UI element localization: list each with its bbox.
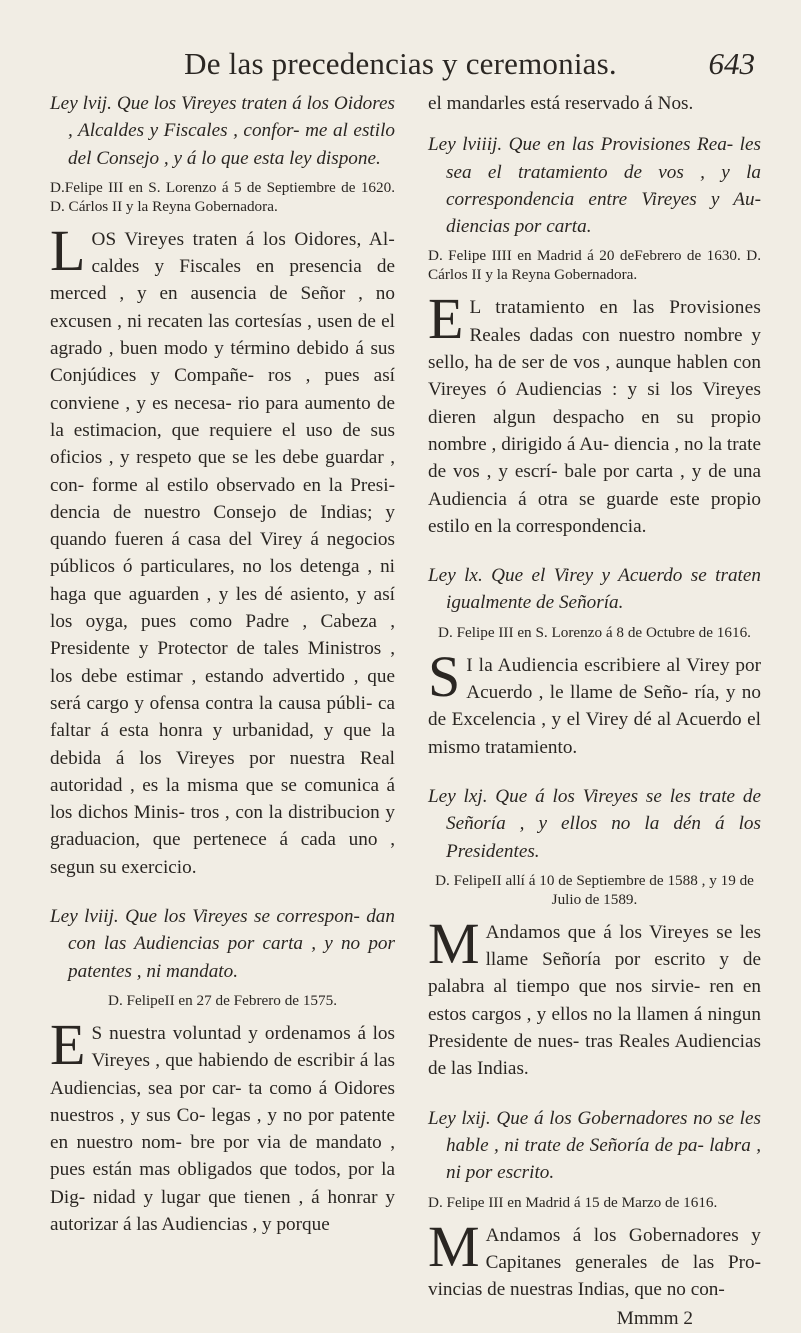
law-note: D. Felipe III en S. Lorenzo á 8 de Octubre de 1616.: [438, 623, 751, 641]
law-note: D. Felipe III en Madrid á 15 de Marzo de 1616.: [428, 1193, 718, 1211]
law-text: por Acuerdo , le llame de Seño- ría, y no de Excelencia , y el Virey dé al Acuerdo el mismo tratamiento.: [428, 654, 761, 758]
law-note: D. FelipeII en 27 de Febrero de 1575.: [107, 991, 337, 1009]
law-heading: Ley lviij. Que los Vireyes se correspon- dan con las Audiencias por carta , y no por patentes , ni mandato.: [50, 906, 395, 982]
law-heading: Ley lxj. Que á los Vireyes se les trate de Señoría , y ellos no la dén á los Presidentes.: [428, 785, 761, 862]
continuation-text: el mandarles está reservado á Nos.: [428, 93, 694, 114]
law-body: [428, 1213, 761, 1304]
drop-cap: M: [428, 1213, 480, 1279]
running-header: [0, 46, 801, 90]
law-60: [428, 562, 761, 761]
law-body: [428, 910, 761, 1083]
law-lead: I la Audiencia escribiere al Virey: [466, 654, 730, 676]
drop-cap: E: [428, 286, 464, 352]
drop-cap: S: [428, 643, 461, 709]
law-62: [428, 1105, 761, 1304]
law-lead: L tratamiento en las Provisiones: [469, 297, 761, 319]
law-57: [50, 90, 395, 881]
header-title: De las precedencias y ceremonias.: [184, 46, 617, 81]
law-heading: Ley lviiij. Que en las Provisiones Rea- les sea el tratamiento de vos , y la correspondencia entre Vireyes y Au- diencias por carta.: [428, 134, 761, 238]
law-61: [428, 783, 761, 1083]
drop-cap: L: [50, 217, 86, 283]
law-lead: OS Vireyes traten á los Oidores, Al-: [91, 228, 395, 250]
law-heading: Ley lx. Que el Virey y Acuerdo se traten igualmente de Señoría.: [428, 565, 761, 614]
law-text: á los Vireyes , que habiendo de escribir á las Audiencias, sea por car- ta como á Oidores nuestros , y sus Co- legas , y no por patente en nuestro nom- bre por via de mandato , pues están mas obligados que todos, por la Dig- nidad y lugar que tienen , á honrar y autorizar á las Audiencias , y porque: [50, 1022, 395, 1235]
law-heading: Ley lxij. Que á los Gobernadores no se les hable , ni trate de Señoría de pa- labra , ni por escrito.: [428, 1107, 761, 1184]
drop-cap: E: [50, 1011, 86, 1077]
law-body: [428, 643, 761, 761]
law-58: [50, 903, 395, 1238]
right-column: [428, 90, 761, 1333]
law-body: [50, 217, 395, 881]
law-note: D. Felipe IIII en Madrid á 20 deFebrero de 1630. D. Cárlos II y la Reyna Gobernadora.: [428, 247, 761, 284]
page-number: 643: [708, 46, 755, 81]
law-note: D. FelipeII allí á 10 de Septiembre de 1588 , y 19 de Julio de 1589.: [435, 871, 754, 908]
law-lead: S nuestra voluntad y ordenamos: [91, 1022, 351, 1044]
drop-cap: M: [428, 910, 480, 976]
law-lead: Andamos que á los Vireyes se: [485, 921, 733, 943]
law-text: Capitanes generales de las Pro- vincias de nuestras Indias, que no con-: [428, 1251, 761, 1301]
law-59: [428, 131, 761, 540]
law-heading: Ley lvij. Que los Vireyes traten á los Oidores , Alcaldes y Fiscales , confor- me al estilo del Consejo , y á lo que esta ley dispone.: [50, 93, 395, 169]
law-body: [428, 286, 761, 540]
law-lead: Andamos á los Gobernadores y: [485, 1224, 761, 1246]
catchword: Mmmm 2: [616, 1308, 693, 1330]
law-body: [50, 1011, 395, 1238]
law-note: D.Felipe III en S. Lorenzo á 5 de Septiembre de 1620. D. Cárlos II y la Reyna Gobernadora.: [50, 178, 395, 215]
law-text: les llame Señoría por escrito y de palabra al tiempo que nos sirvie- ren en estos cargos , y ellos no la llamen á ningun Presidente de nues- tras Reales Audiencias de las Indias.: [428, 921, 761, 1080]
law-text: Reales dadas con nuestro nombre y sello, ha de ser de vos , aunque hablen con Vireyes ó Audiencias : y si los Vireyes dieren algun despacho en su propio nombre , dirigido á Au- diencia , no la trate de vos , y escrí- bale por carta , y de una Audiencia á otra se guarde este propio estilo en la correspondencia.: [428, 324, 761, 537]
left-column: [50, 90, 395, 1260]
law-text: caldes y Fiscales en presencia de merced , y en ausencia de Señor , no excusen , ni recaten las cortesías , usen de el agrado , buen modo y término debido á sus Conjúdices y Compañe- ros , pues así conviene , y es necesa- rio para aumento de la estimacion, que requiere el uso de sus oficios , y respeto que se les debe guardar , con- forme al estilo observado en la Presi- dencia de nuestro Consejo de Indias; y quando fueren á casa del Virey á negocios públicos ó particulares, no los detenga , ni haga que aguarden , y les dé asiento, y así los oyga, pues como Padre , Cabeza , Presidente y Protector de tales Ministros , los debe estimar , estando advertido , que será cargo y ofensa contra la causa públi- ca faltar á esta honra y urbanidad, y que la debida á los Vireyes por nuestra Real autoridad , es la misma que se comunica á los dichos Minis- tros , con la distribucion y graduacion, que pertenece á cada uno , segun su exercicio.: [50, 256, 395, 878]
